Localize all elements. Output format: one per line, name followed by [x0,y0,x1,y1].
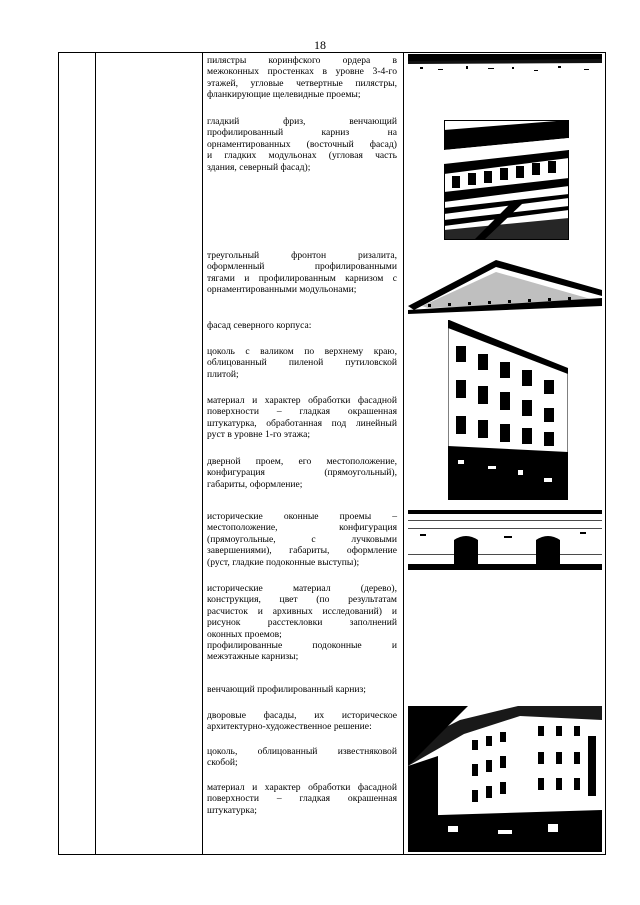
text-line: скобой; [207,757,238,769]
entry-door [207,456,397,490]
table-col-border [95,52,96,855]
table-col-border [202,52,203,855]
entry-courtyard-plinth [207,746,397,769]
text-line: материал и характер обработки фасадной [207,782,397,793]
text-line: исторические оконные проемы – [207,511,397,522]
table-top-border [58,52,606,53]
text-line: завершениями), габариты, оформление [207,545,397,557]
text-line: руст в уровне 1-го этажа; [207,429,311,441]
text-line: цоколь с валиком по верхнему краю, [207,346,397,357]
entry-crowning-cornice [207,684,397,695]
text-line: рисунок расстекловки заполнений [207,617,397,629]
text-line: этажей, угловые четвертные пилястры, [207,77,397,89]
text-line: местоположение, конфигурация [207,522,397,534]
text-line: поверхности – гладкая окрашенная [207,793,397,805]
entry-surface-material [207,395,397,441]
text-line: тягами и профилированным карнизом с [207,272,397,284]
text-line: межэтажные карнизы; [207,651,299,663]
photo-pediment [408,250,602,314]
table-col-border [403,52,404,855]
photo-courtyard [408,706,602,852]
text-line: расчисток и архивных исследований) и [207,605,397,617]
text-line: здания, северный фасад); [207,161,311,173]
text-line: оформленный профилированными [207,261,397,273]
text-line: треугольный фронтон ризалита, [207,250,397,261]
photo-windows [408,510,602,570]
entry-frieze [207,116,397,173]
photo-pilasters [408,54,602,80]
entry-plinth [207,346,397,380]
text-line: дверной проем, его местоположение, [207,456,397,467]
text-line: цоколь, облицованный известняковой [207,746,397,757]
text-line: габариты, оформление; [207,478,303,490]
table-col-border [58,52,59,855]
entry-north-facade [207,320,397,331]
text-line: пилястры коринфского ордера в [207,55,397,66]
text-line: профилированные подоконные и [207,640,397,652]
photo-frieze-cornice [444,120,569,240]
text-line: поверхности – гладкая окрашенная [207,406,397,418]
text-line: штукатурка; [207,804,257,816]
text-line: исторические материал (дерево), [207,583,397,594]
text-line: фланкирующие щелевидные проемы; [207,89,361,101]
text-line: архитектурно-художественное решение: [207,721,372,733]
entry-pilasters [207,55,397,101]
text-line: фасад северного корпуса: [207,320,312,331]
text-line: гладкий фриз, венчающий [207,116,397,127]
text-line: (руст, гладкие подоконные выступы); [207,556,360,568]
text-line: (прямоугольные, с лучковыми [207,533,397,545]
entry-pediment [207,250,397,296]
text-line: плитой; [207,368,239,380]
text-line: конфигурация (прямоугольный), [207,467,397,479]
text-line: оконных проемов; [207,628,282,640]
text-line: межоконных простенках в уровне 3-4-го [207,66,397,78]
text-line: профилированный карниз на [207,127,397,139]
table-bottom-border [58,854,606,855]
photo-north-facade [448,320,568,500]
entry-windows [207,511,397,568]
text-line: дворовые фасады, их историческое [207,710,397,721]
entry-window-fill [207,583,397,663]
text-line: венчающий профилированный карниз; [207,684,366,695]
table-col-border [605,52,606,855]
text-line: конструкция, цвет (по результатам [207,594,397,606]
entry-courtyard-surface [207,782,397,816]
text-line: орнаментированными модульонами; [207,284,357,296]
text-line: орнаментированных (восточный фасад) [207,138,397,150]
text-line: и гладких модульонах (угловая часть [207,150,397,162]
text-line: штукатурка, обработанная под линейный [207,417,397,429]
page-number: 18 [314,38,326,52]
text-line: облицованный пиленой путиловской [207,357,397,369]
entry-courtyard [207,710,397,733]
text-line: материал и характер обработки фасадной [207,395,397,406]
